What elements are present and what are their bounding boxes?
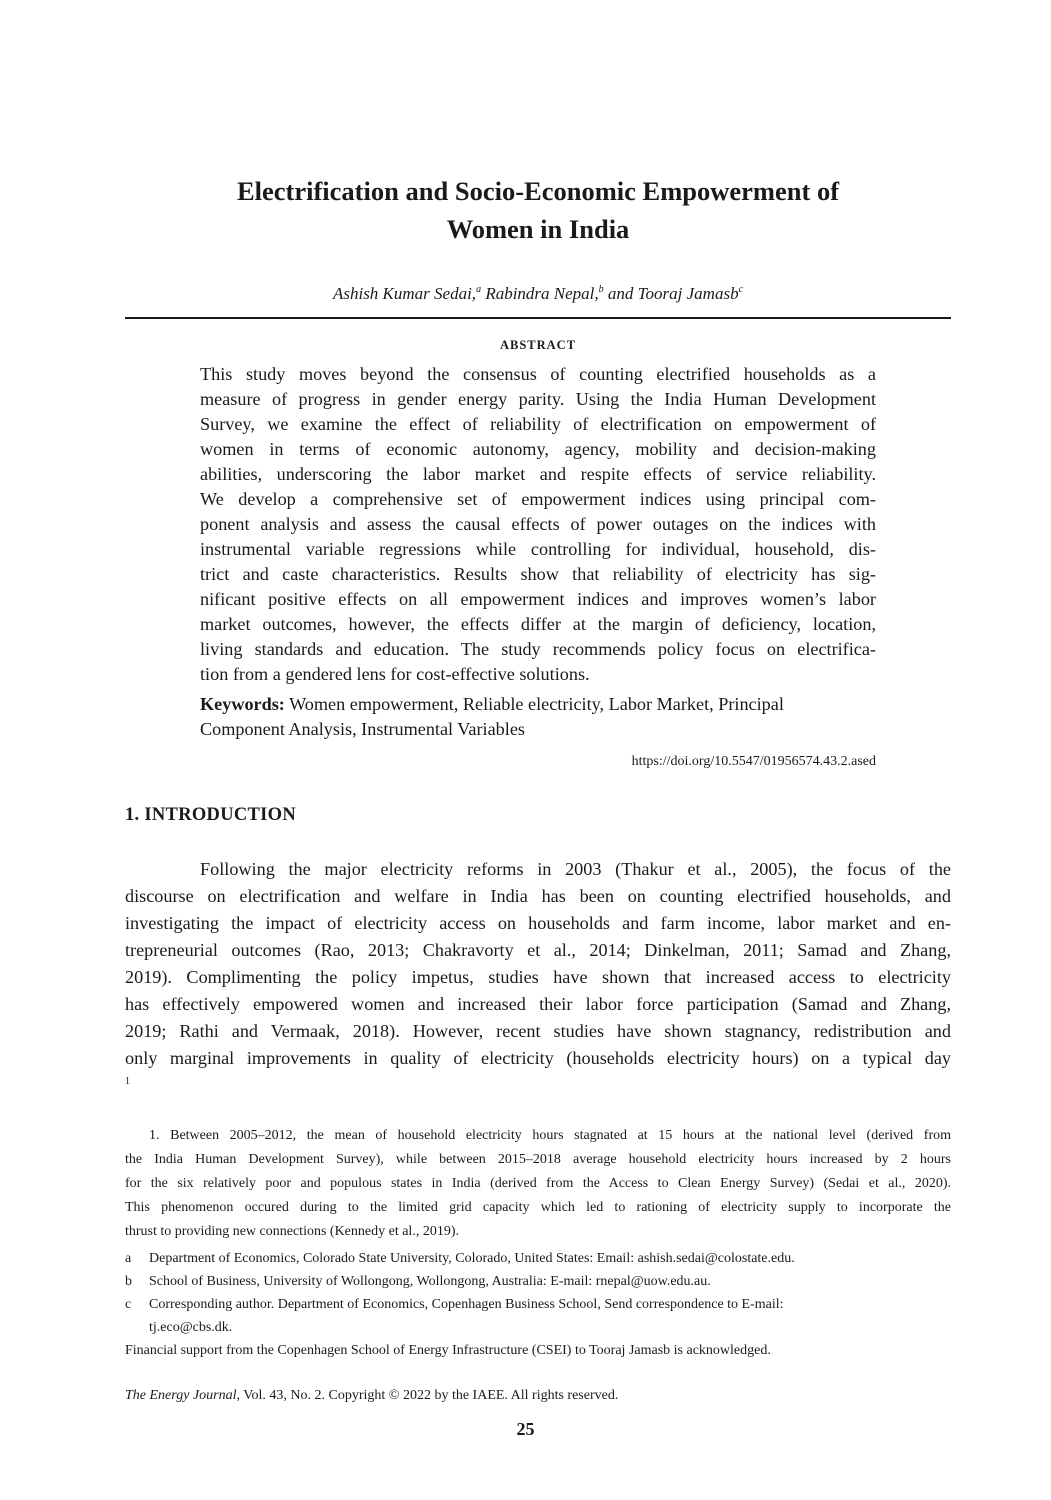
keywords-line: Component Analysis, Instrumental Variables [200,719,525,739]
affiliation-c [125,1293,951,1339]
abstract-line: instrumental variable regressions while controlling for individual, household, dis- [200,539,876,559]
author-list [125,282,951,306]
affiliation-mark: a [125,1251,132,1266]
affiliation-a [125,1247,951,1270]
footnote [125,1124,951,1244]
abstract-line: market outcomes, however, the effects differ at the margin of deficiency, location, [200,614,876,634]
abstract-line: trict and caste characteristics. Results show that reliability of electricity has sig- [200,564,876,584]
body-line: investigating the impact of electricity access on households and farm income, labor market and en- [125,913,951,933]
footnote-line: This phenomenon occured during to the limited grid capacity which led to rationing of electricity supply to incorporate the [125,1200,951,1215]
body-text: only marginal improvements in quality of electricity (households electricity hours) on a typical day [125,1048,951,1068]
author-name: and Tooraj Jamasb [603,284,739,303]
journal-info [125,1385,618,1407]
funding-note: Financial support from the Copenhagen School of Energy Infrastructure (CSEI) to Tooraj Jamasb is acknowledged. [125,1343,771,1358]
abstract-line: measure of progress in gender energy parity. Using the India Human Development [200,389,876,409]
abstract-line: This study moves beyond the consensus of counting electrified households as a [200,364,876,384]
affiliation-mark: a [476,284,482,295]
affiliation-text: School of Business, University of Wollongong, Wollongong, Australia: E-mail: rnepal@uow.edu.au. [149,1274,711,1289]
abstract-line: women in terms of economic autonomy, agency, mobility and decision-making [200,439,876,459]
abstract-body [200,362,876,687]
affiliation-mark: c [738,284,744,295]
abstract-line: nificant positive effects on all empowerment indices and improves women’s labor [200,589,876,609]
affiliation-text: Corresponding author. Department of Economics, Copenhagen Business School, Send correspondence to E-mail: [149,1297,784,1312]
header-rule [125,317,951,319]
keywords-label: Keywords: [200,694,285,714]
abstract-line: living standards and education. The study recommends policy focus on electrifica- [200,639,876,659]
copyright-text: , Vol. 43, No. 2. Copyright © 2022 by the IAEE. All rights reserved. [236,1388,619,1403]
body-line: 2019). Complimenting the policy impetus, studies have shown that increased access to electricity [125,967,951,987]
footnote-line: thrust to providing new connections (Kennedy et al., 2019). [125,1224,459,1239]
body-line: trepreneurial outcomes (Rao, 2013; Chakravorty et al., 2014; Dinkelman, 2011; Samad and Zhang, [125,940,951,960]
body-line: has effectively empowered women and increased their labor force participation (Samad and Zhang, [125,994,951,1014]
footnote-line: 1. Between 2005–2012, the mean of household electricity hours stagnated at 15 hours at the national level (derived from [149,1128,951,1143]
keywords [200,692,876,742]
abstract-line: We develop a comprehensive set of empowerment indices using principal com- [200,489,876,509]
page-number: 25 [516,1419,535,1439]
doi-link[interactable]: https://doi.org/10.5547/01956574.43.2.ased [631,754,876,769]
abstract-heading: ABSTRACT [499,338,577,352]
journal-name: The Energy Journal [125,1388,237,1403]
body-line [125,1045,951,1099]
abstract-line: Survey, we examine the effect of reliability of electrification on empowerment of [200,414,876,434]
affiliation-mark: c [125,1297,132,1312]
keywords-line [200,692,876,717]
section-heading: 1. INTRODUCTION [125,805,297,825]
abstract-line: tion from a gendered lens for cost-effective solutions. [200,664,590,684]
body-line: 2019; Rathi and Vermaak, 2018). However, recent studies have shown stagnancy, redistribution and [125,1021,951,1041]
keywords-text: Women empowerment, Reliable electricity, Labor Market, Principal [284,694,784,714]
affiliation-b [125,1270,951,1293]
abstract-line: abilities, underscoring the labor market and respite effects of service reliability. [200,464,876,484]
title-line: Women in India [446,214,630,244]
footnote-ref[interactable]: 1 [125,1076,130,1087]
abstract-line: ponent analysis and assess the causal effects of power outages on the indices with [200,514,876,534]
body-line: discourse on electrification and welfare in India has been on counting electrified households, and [125,886,951,906]
footnote-line: for the six relatively poor and populous states in India (derived from the Access to Clean Energy Survey) (Sedai et al., 2020). [125,1176,951,1191]
affiliation-mark: b [598,284,604,295]
affiliation-text: tj.eco@cbs.dk. [149,1320,233,1335]
affiliation-mark: b [125,1274,132,1289]
introduction-body [125,856,951,1099]
paper-title [125,172,951,248]
body-line: Following the major electricity reforms in 2003 (Thakur et al., 2005), the focus of the [200,859,951,879]
author-name: Rabindra Nepal, [481,284,599,303]
affiliation-text: Department of Economics, Colorado State University, Colorado, United States: Email: ashish.sedai@colostate.edu. [149,1251,795,1266]
title-line: Electrification and Socio-Economic Empowerment of [236,176,840,206]
author-name: Ashish Kumar Sedai, [332,284,477,303]
footnote-line: the India Human Development Survey), while between 2015–2018 average household electricity hours increased by 2 hours [125,1152,951,1167]
